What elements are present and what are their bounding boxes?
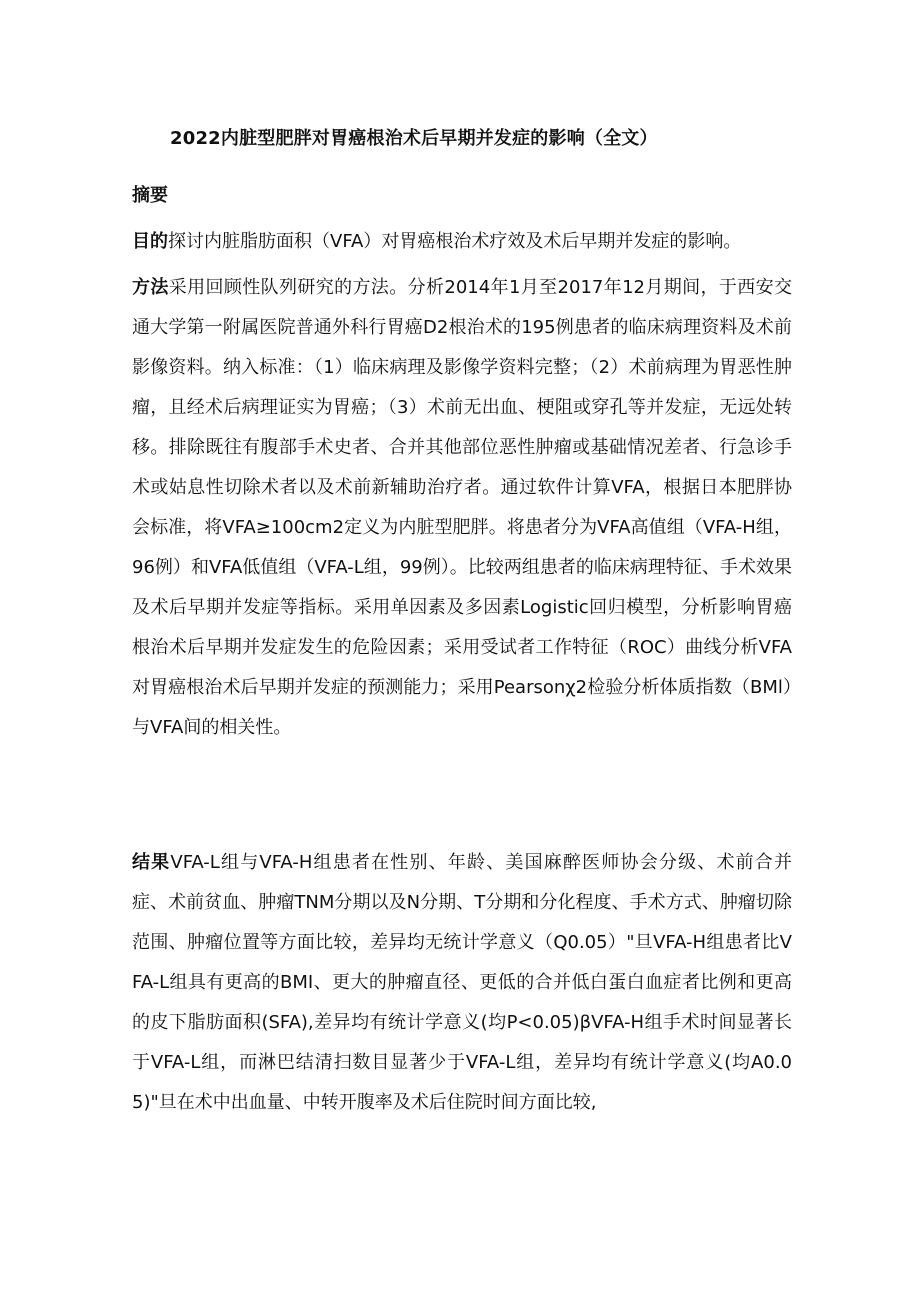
- methods-text: 采用回顾性队列研究的方法。分析2014年1月至2017年12月期间，于西安交通大学第一附属医院普通外科行胃癌D2根治术的195例患者的临床病理资料及术前影像资料。纳入标准：（1）临床病理及影像学资料完整；（2）术前病理为胃恶性肿瘤，且经术后病理证实为胃癌；（3）术前无出血、梗阻或穿孔等并发症，无远处转移。排除既往有腹部手术史者、合并其他部位恶性肿瘤或基础情况差者、行急诊手术或姑息性切除术者以及术前新辅助治疗者。通过软件计算VFA，根据日本肥胖协会标准，将VFA≥100cm2定义为内脏型肥胖。将患者分为VFA高值组（VFA-H组，96例）和VFA低值组（VFA-L组，99例）。比较两组患者的临床病理特征、手术效果及术后早期并发症等指标。采用单因素及多因素Logistic回归模型，分析影响胃癌根治术后早期并发症发生的危险因素；采用受试者工作特征（ROC）曲线分析VFA对胃癌根治术后早期并发症的预测能力；采用Pearsonχ2检验分析体质指数（BMl）与VFA间的相关性。: [132, 277, 793, 738]
- methods-paragraph: [132, 268, 792, 748]
- results-paragraph: [132, 843, 792, 1123]
- results-label: 结果: [132, 852, 171, 873]
- objective-label: 目的: [132, 231, 168, 252]
- abstract-heading: 摘要: [132, 185, 168, 206]
- results-text: VFA-L组与VFA-H组患者在性别、年龄、美国麻醉医师协会分级、术前合并症、术前贫血、肿瘤TNM分期以及N分期、T分期和分化程度、手术方式、肿瘤切除范围、肿瘤位置等方面比较，差异均无统计学意义（Q0.05）"旦VFA-H组患者比VFA-L组具有更高的BMI、更大的肿瘤直径、更低的合并低白蛋白血症者比例和更高的皮下脂肪面积(SFA),差异均有统计学意义(均P<0.05)βVFA-H组手术时间显著长于VFA-L组，而淋巴结清扫数目显著少于VFA-L组，差异均有统计学意义(均A0.05)"旦在术中出血量、中转开腹率及术后住院时间方面比较,: [132, 852, 792, 1113]
- objective-paragraph: [132, 222, 792, 262]
- objective-text: 探讨内脏脂肪面积（VFA）对胃癌根治术疗效及术后早期并发症的影响。: [168, 231, 742, 252]
- document-title: 2022内脏型肥胖对胃癌根治术后早期并发症的影响（全文）: [170, 128, 658, 149]
- methods-label: 方法: [132, 277, 169, 298]
